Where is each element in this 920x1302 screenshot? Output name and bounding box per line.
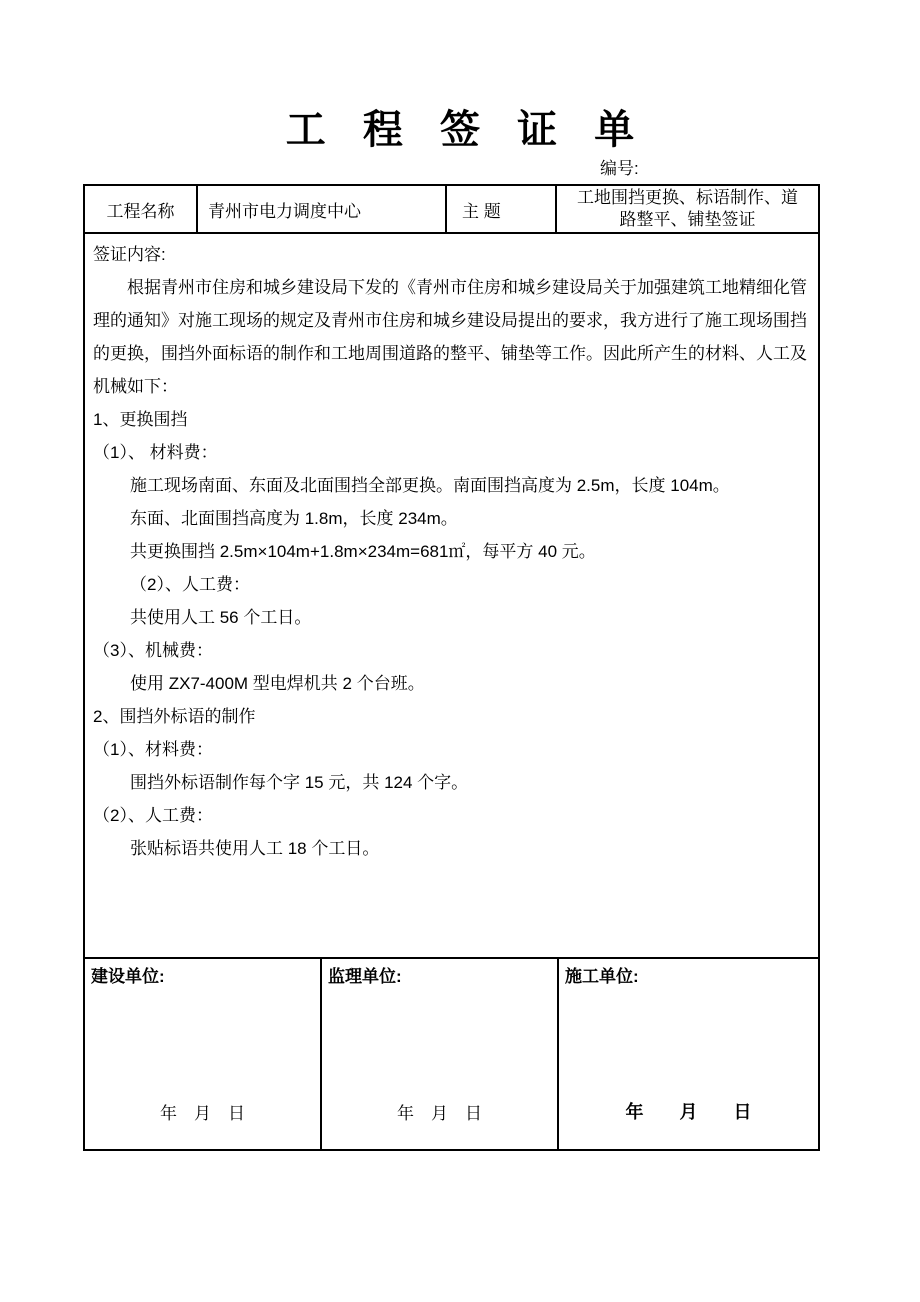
section-2-labor-fee-heading: （2）、人工费： xyxy=(93,806,213,825)
subject-value: 工地围挡更换、标语制作、道路整平、铺垫签证 xyxy=(577,188,798,229)
signature-row xyxy=(85,957,818,1149)
section-1-machinery-detail: 使用 ZX7-400M 型电焊机共 2 个台班。 xyxy=(130,674,425,693)
section-1-material-detail-3: 共更换围挡 2.5m×104m+1.8m×234m=681㎡，每平方 40 元。 xyxy=(130,542,596,561)
subject-label: 主 题 xyxy=(447,186,557,232)
section-1-material-fee-heading: （1）、 材料费： xyxy=(93,443,218,462)
construction-owner-date: 年 月 日 xyxy=(160,1104,245,1123)
section-1-material-detail-2: 东面、北面围挡高度为 1.8m，长度 234m。 xyxy=(130,509,458,528)
doc-number-label: 编号: xyxy=(600,159,639,178)
section-2-heading: 2、围挡外标语的制作 xyxy=(93,707,256,726)
contractor-label: 施工单位: xyxy=(565,967,639,986)
construction-owner-label: 建设单位: xyxy=(91,967,165,986)
section-1-labor-fee-heading: （2）、人工费： xyxy=(130,575,250,594)
section-1-heading: 1、更换围挡 xyxy=(93,410,188,429)
section-1-machinery-fee-heading: （3）、机械费： xyxy=(93,641,213,660)
signature-cell-construction-owner xyxy=(85,959,322,1149)
contractor-date: 年 月 日 xyxy=(625,1102,752,1122)
section-2-material-fee-heading: （1）、材料费： xyxy=(93,740,213,759)
section-1-material-detail-1: 施工现场南面、东面及北面围挡全部更换。南面围挡高度为 2.5m，长度 104m。 xyxy=(130,476,730,495)
content-section-label: 签证内容: xyxy=(93,245,166,264)
form-header-row xyxy=(85,186,818,232)
section-2-material-detail: 围挡外标语制作每个字 15 元，共 124 个字。 xyxy=(130,773,469,792)
section-2-labor-detail: 张贴标语共使用人工 18 个工日。 xyxy=(130,839,380,858)
project-name-value: 青州市电力调度中心 xyxy=(198,186,447,232)
supervision-date: 年 月 日 xyxy=(397,1104,482,1123)
section-1-labor-detail: 共使用人工 56 个工日。 xyxy=(130,608,312,627)
project-name-label: 工程名称 xyxy=(85,186,198,232)
page-title: 工 程 签 证 单 xyxy=(285,108,648,152)
supervision-label: 监理单位: xyxy=(328,967,402,986)
content-intro-paragraph: 根据青州市住房和城乡建设局下发的《青州市住房和城乡建设局关于加强建筑工地精细化管理的通知》对施工现场的规定及青州市住房和城乡建设局提出的要求，我方进行了施工现场围挡的更换，围挡外面标语的制作和工地周围道路的整平、铺垫等工作。因此所产生的材料、人工及机械如下： xyxy=(93,278,807,396)
sign-off-form-table xyxy=(83,184,820,1151)
signature-cell-supervision xyxy=(322,959,559,1149)
visa-content-cell xyxy=(85,232,818,957)
signature-cell-contractor xyxy=(559,959,818,1149)
